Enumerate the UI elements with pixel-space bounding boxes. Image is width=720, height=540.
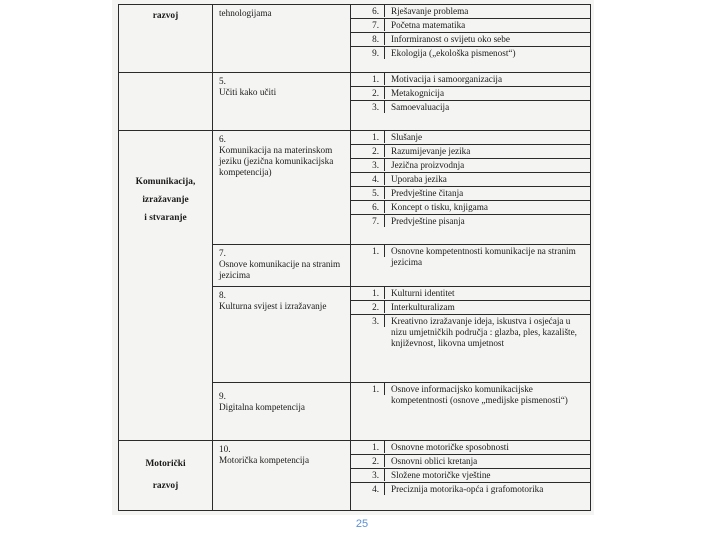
table-body — [119, 5, 591, 511]
list-item — [351, 87, 590, 101]
item-number: 3. — [351, 469, 385, 481]
competence-number: 10. — [219, 444, 231, 454]
items-cell — [351, 73, 591, 131]
list-item — [351, 73, 590, 87]
item-text: Osnovne kompetentnosti komunikacije na stranim jezicima — [391, 246, 576, 267]
item-text: Složene motoričke vještine — [391, 470, 491, 480]
item-number: 7. — [351, 215, 385, 227]
list-item — [351, 483, 590, 496]
competence-cell — [213, 131, 351, 245]
item-text: Uporaba jezika — [391, 174, 447, 184]
item-number: 7. — [351, 19, 385, 31]
page-number: 25 — [355, 518, 369, 530]
item-text: Preciznija motorika-opća i grafomotorika — [391, 484, 544, 494]
competence-number: 9. — [219, 391, 226, 401]
competence-name: Komunikacija na materinskom jeziku (jezična komunikacijska kompetencija) — [219, 145, 334, 177]
item-number: 4. — [351, 483, 385, 495]
item-number: 1. — [351, 73, 385, 85]
item-text: Slušanje — [391, 132, 423, 142]
competence-name: Digitalna kompetencija — [219, 402, 305, 412]
item-text: Rješavanje problema — [391, 6, 469, 16]
item-number: 1. — [351, 441, 385, 453]
item-text: Predvještine pisanja — [391, 216, 465, 226]
competence-cell — [213, 5, 351, 73]
item-number: 3. — [351, 315, 385, 327]
area-label — [119, 441, 212, 503]
item-number: 9. — [351, 47, 385, 59]
item-number: 2. — [351, 301, 385, 313]
item-text: Ekologija („ekološka pismenost“) — [391, 48, 516, 58]
competence-table — [118, 4, 591, 511]
list-item — [351, 19, 590, 33]
area-line: izražavanje — [142, 195, 189, 205]
item-text: Osnove informacijsko komunikacijske kompetentnosti (osnove „medijske pismenosti“) — [391, 384, 568, 405]
items-cell — [351, 287, 591, 383]
item-text: Osnovne motoričke sposobnosti — [391, 442, 509, 452]
item-number: 1. — [351, 287, 385, 299]
item-text: Informiranost o svijetu oko sebe — [391, 34, 510, 44]
list-item — [351, 455, 590, 469]
area-line: razvoj — [152, 481, 179, 491]
competence-number: 7. — [219, 248, 226, 258]
table-row — [119, 441, 591, 511]
item-text: Početna matematika — [391, 20, 466, 30]
item-number: 1. — [351, 131, 385, 143]
items-cell — [351, 131, 591, 245]
area-cell — [119, 441, 213, 511]
list-item — [351, 215, 590, 228]
item-text: Koncept o tisku, knjigama — [391, 202, 488, 212]
area-line: i stvaranje — [144, 213, 187, 223]
item-text: Samoevaluacija — [391, 102, 450, 112]
area-cell — [119, 73, 213, 131]
item-text: Metakognicija — [391, 88, 445, 98]
competence-cell — [213, 383, 351, 441]
area-line: Motorički — [145, 459, 186, 469]
item-text: Osnovni oblici kretanja — [391, 456, 478, 466]
list-item — [351, 101, 590, 114]
item-text: Kulturni identitet — [391, 288, 455, 298]
list-item — [351, 201, 590, 215]
list-item — [351, 173, 590, 187]
table-row — [119, 5, 591, 73]
item-text: Motivacija i samoorganizacija — [391, 74, 503, 84]
area-cell — [119, 131, 213, 441]
item-number: 4. — [351, 173, 385, 185]
list-item — [351, 33, 590, 47]
list-item — [351, 441, 590, 455]
area-line: Komunikacija, — [135, 177, 196, 187]
competence-cell — [213, 73, 351, 131]
competence-number: 8. — [219, 290, 226, 300]
list-item — [351, 245, 590, 269]
item-text: Interkulturalizam — [391, 302, 455, 312]
competence-number: 5. — [219, 76, 226, 86]
list-item — [351, 5, 590, 19]
item-number: 6. — [351, 5, 385, 17]
table-row — [119, 73, 591, 131]
item-number: 2. — [351, 145, 385, 157]
item-number: 2. — [351, 455, 385, 467]
item-text: Razumijevanje jezika — [391, 146, 471, 156]
competence-name: tehnologijama — [219, 8, 272, 18]
items-cell — [351, 383, 591, 441]
list-item — [351, 469, 590, 483]
items-cell — [351, 441, 591, 511]
competence-cell — [213, 245, 351, 287]
area-line: razvoj — [152, 11, 179, 21]
list-item — [351, 287, 590, 301]
competence-name: Osnove komunikacije na stranim jezicima — [219, 259, 341, 280]
area-label — [119, 5, 212, 28]
list-item — [351, 383, 590, 407]
item-number: 1. — [351, 383, 385, 395]
competence-name: Kulturna svijest i izražavanje — [219, 301, 327, 311]
list-item — [351, 187, 590, 201]
list-item — [351, 301, 590, 315]
item-number: 1. — [351, 245, 385, 257]
item-number: 5. — [351, 187, 385, 199]
area-cell — [119, 5, 213, 73]
competence-cell — [213, 287, 351, 383]
list-item — [351, 131, 590, 145]
items-cell — [351, 245, 591, 287]
list-item — [351, 47, 590, 60]
item-number: 2. — [351, 87, 385, 99]
competence-cell — [213, 441, 351, 511]
items-cell — [351, 5, 591, 73]
item-text: Jezična proizvodnja — [391, 160, 465, 170]
item-number: 3. — [351, 159, 385, 171]
area-label — [119, 131, 212, 233]
item-number: 6. — [351, 201, 385, 213]
table-row — [119, 131, 591, 245]
item-text: Predvještine čitanja — [391, 188, 464, 198]
competence-name: Učiti kako učiti — [219, 87, 277, 97]
list-item — [351, 159, 590, 173]
competence-number: 6. — [219, 134, 226, 144]
competence-name: Motorička kompetencija — [219, 455, 310, 465]
item-number: 3. — [351, 101, 385, 113]
item-number: 8. — [351, 33, 385, 45]
item-text: Kreativno izražavanje ideja, iskustva i osjećaja u nizu umjetničkih područja : glazba, ples, kazalište, književnost, likovna umjetnost — [391, 316, 577, 348]
list-item — [351, 315, 590, 350]
list-item — [351, 145, 590, 159]
